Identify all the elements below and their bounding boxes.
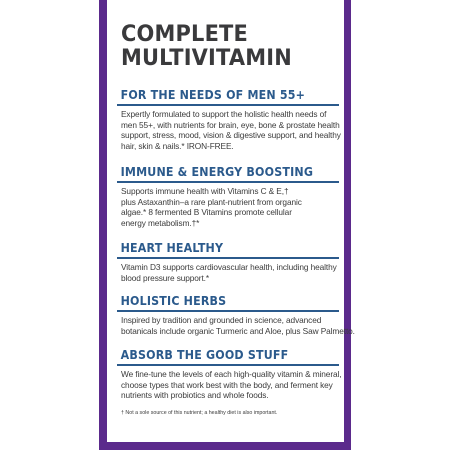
body-line: Inspired by tradition and grounded in science, advanced	[121, 315, 322, 325]
footnote: † Not a sole source of this nutrient; a healthy diet is also important.	[121, 410, 278, 416]
section-rule	[117, 257, 339, 259]
section-rule	[117, 310, 339, 312]
body-line: hair, skin & nails.* IRON-FREE.	[121, 140, 234, 151]
product-title	[121, 22, 292, 70]
section-rule	[117, 364, 339, 366]
section-heart-healthy	[117, 241, 339, 283]
section-needs-men-55	[117, 88, 339, 151]
body-line: choose types that work best with the body, and ferment key	[121, 379, 333, 390]
body-line: blood pressure support.*	[121, 272, 209, 283]
title-line-1: COMPLETE	[121, 21, 248, 47]
section-heading: FOR THE NEEDS OF MEN 55+	[120, 88, 306, 102]
body-line: nutrients with probiotics and whole foods.	[121, 390, 269, 401]
body-line: algae.* 8 fermented B Vitamins promote cellular	[121, 207, 292, 218]
body-line: men 55+, with nutrients for brain, eye, bone & prostate health	[121, 119, 340, 130]
section-body	[117, 109, 339, 151]
section-body	[117, 262, 339, 283]
body-line: Supports immune health with Vitamins C & E,†	[121, 186, 289, 196]
section-rule	[117, 181, 339, 183]
section-immune-energy	[117, 165, 339, 228]
section-rule	[117, 104, 339, 106]
section-body	[117, 315, 355, 336]
body-line: We fine-tune the levels of each high-quality vitamin & mineral,	[121, 369, 342, 379]
body-line: support, stress, mood, vision & digestive support, and healthy	[121, 130, 341, 141]
title-line-2: MULTIVITAMIN	[121, 45, 292, 71]
body-line: plus Astaxanthin–a rare plant-nutrient from organic	[121, 196, 302, 207]
body-line: Expertly formulated to support the holistic health needs of	[121, 109, 327, 119]
section-holistic-herbs	[117, 294, 355, 336]
section-heading: IMMUNE & ENERGY BOOSTING	[120, 165, 314, 179]
section-heading: HEART HEALTHY	[120, 241, 224, 255]
section-body	[117, 186, 339, 228]
body-line: botanicals include organic Turmeric and Aloe, plus Saw Palmetto.	[121, 325, 355, 336]
section-body	[117, 369, 342, 401]
section-heading: ABSORB THE GOOD STUFF	[120, 348, 289, 362]
body-line: energy metabolism.†*	[121, 217, 200, 228]
body-line: Vitamin D3 supports cardiovascular health, including healthy	[121, 262, 337, 272]
section-absorb-good-stuff	[117, 348, 342, 401]
section-heading: HOLISTIC HERBS	[120, 294, 227, 308]
